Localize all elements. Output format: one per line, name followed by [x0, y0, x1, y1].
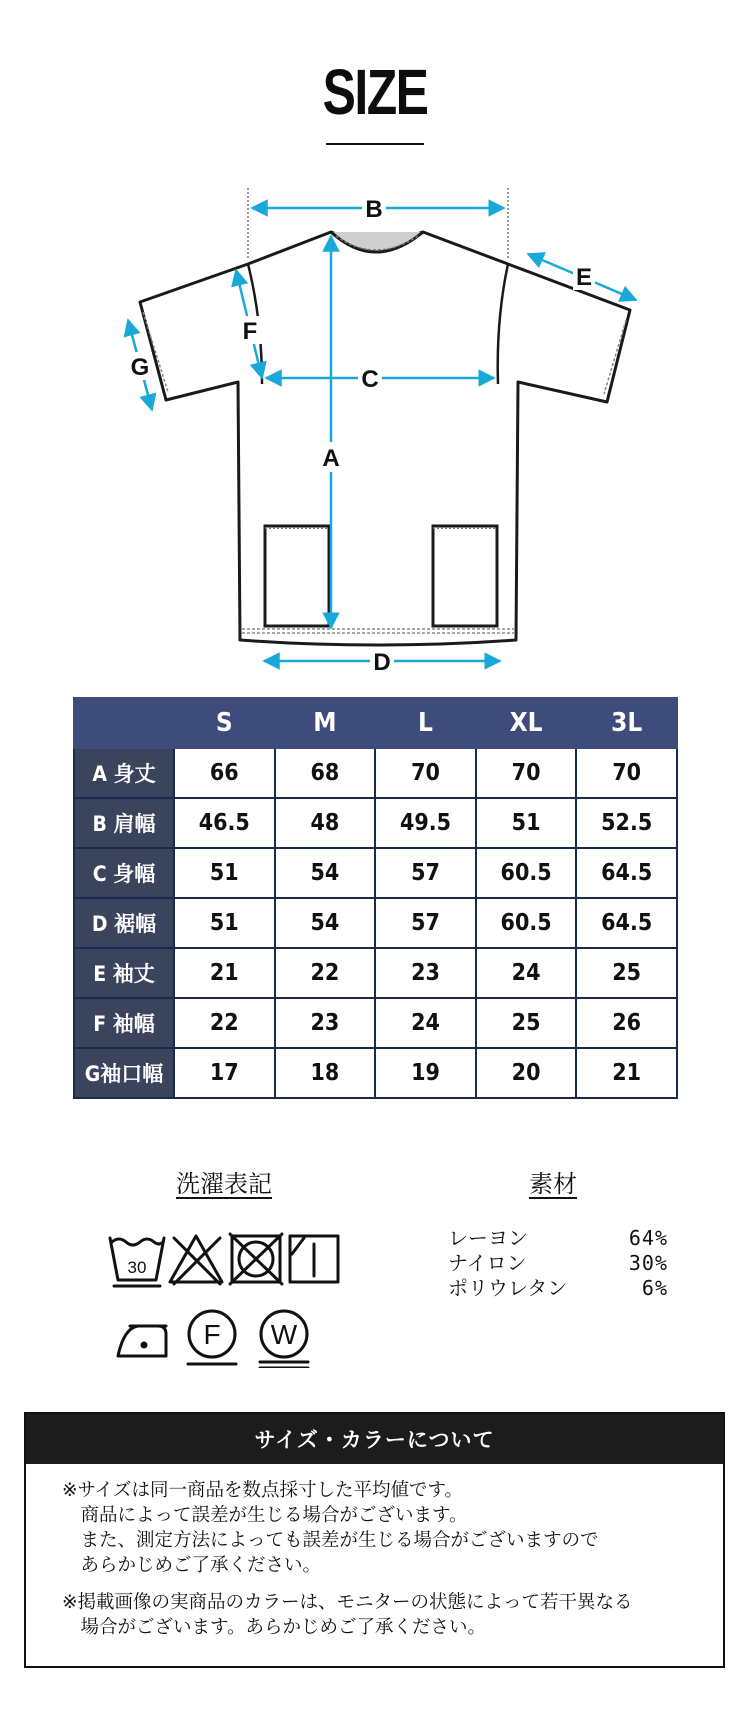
label-g: G: [130, 354, 150, 381]
title-underline: [326, 143, 424, 145]
table-row: [74, 948, 677, 998]
label-a: A: [322, 445, 340, 472]
table-cell: 48: [275, 798, 376, 848]
iron-low-icon: [118, 1326, 166, 1356]
material-name: レーヨン: [448, 1226, 528, 1250]
size-header-xl: XL: [476, 698, 577, 748]
care-symbols: [108, 1228, 368, 1368]
size-header-corner: [74, 698, 174, 748]
wet-clean-w-icon: [260, 1311, 308, 1368]
table-cell: 51: [174, 898, 275, 948]
no-bleach-icon: [170, 1236, 222, 1284]
table-cell: 21: [174, 948, 275, 998]
notice-paragraph: ※掲載画像の実商品のカラーは、モニターの状態によって若干異なる 場合がございます。あらかじめご了承ください。: [62, 1592, 633, 1638]
right-pocket: [433, 526, 497, 626]
size-color-notice: [24, 1412, 725, 1668]
material-percent: 6%: [641, 1276, 668, 1300]
label-c: C: [361, 366, 379, 393]
table-row: [74, 998, 677, 1048]
table-cell: 54: [275, 898, 376, 948]
table-row: [74, 1048, 677, 1098]
row-label: C 身幅: [74, 848, 174, 898]
table-cell: 54: [275, 848, 376, 898]
table-cell: 66: [174, 748, 275, 798]
notice-heading: サイズ・カラーについて: [26, 1414, 723, 1464]
row-label: B 肩幅: [74, 798, 174, 848]
table-cell: 60.5: [476, 848, 577, 898]
list-item: [448, 1276, 668, 1301]
size-header-s: S: [174, 698, 275, 748]
page-title: SIZE: [322, 56, 428, 128]
table-cell: 51: [174, 848, 275, 898]
garment-size-diagram: [0, 180, 750, 680]
table-cell: 24: [476, 948, 577, 998]
size-table: [73, 697, 678, 1099]
table-cell: 57: [375, 848, 476, 898]
table-cell: 22: [174, 998, 275, 1048]
table-row: [74, 848, 677, 898]
material-heading: 素材: [529, 1170, 577, 1198]
row-label: A 身丈: [74, 748, 174, 798]
row-label: D 裾幅: [74, 898, 174, 948]
table-cell: 19: [375, 1048, 476, 1098]
dry-clean-f-icon: [188, 1311, 236, 1364]
material-list: [448, 1226, 668, 1301]
notice-body: [26, 1464, 723, 1640]
table-row: [74, 748, 677, 798]
table-cell: 70: [476, 748, 577, 798]
material-percent: 30%: [628, 1251, 668, 1275]
table-cell: 21: [576, 1048, 677, 1098]
row-label: G袖口幅: [74, 1048, 174, 1098]
list-item: [448, 1251, 668, 1276]
line-dry-icon: [290, 1236, 338, 1282]
size-header-row: [74, 698, 677, 748]
wash-30-icon: [110, 1238, 164, 1286]
table-cell: 18: [275, 1048, 376, 1098]
table-cell: 17: [174, 1048, 275, 1098]
table-cell: 25: [476, 998, 577, 1048]
row-label: E 袖丈: [74, 948, 174, 998]
table-cell: 60.5: [476, 898, 577, 948]
label-e: E: [575, 264, 593, 291]
list-item: [448, 1226, 668, 1251]
table-row: [74, 798, 677, 848]
table-cell: 68: [275, 748, 376, 798]
label-d: D: [373, 649, 391, 676]
table-cell: 25: [576, 948, 677, 998]
notice-paragraph: ※サイズは同一商品を数点採寸した平均値です。 商品によって誤差が生じる場合がございます。 また、測定方法によっても誤差が生じる場合がございますので あらかじめご了承ください。: [62, 1480, 599, 1576]
svg-text:W: W: [270, 1319, 298, 1350]
size-header-m: M: [275, 698, 376, 748]
table-cell: 64.5: [576, 898, 677, 948]
no-tumble-dry-icon: [230, 1234, 282, 1284]
size-header-l: L: [375, 698, 476, 748]
material-percent: 64%: [628, 1226, 668, 1250]
table-cell: 70: [576, 748, 677, 798]
table-cell: 49.5: [375, 798, 476, 848]
table-cell: 20: [476, 1048, 577, 1098]
table-cell: 52.5: [576, 798, 677, 848]
table-cell: 46.5: [174, 798, 275, 848]
label-f: F: [242, 318, 258, 345]
material-name: ポリウレタン: [448, 1276, 568, 1300]
table-cell: 23: [375, 948, 476, 998]
table-cell: 24: [375, 998, 476, 1048]
table-cell: 64.5: [576, 848, 677, 898]
table-cell: 23: [275, 998, 376, 1048]
care-label-heading: 洗濯表記: [176, 1170, 272, 1198]
table-cell: 70: [375, 748, 476, 798]
table-cell: 57: [375, 898, 476, 948]
table-cell: 26: [576, 998, 677, 1048]
svg-text:F: F: [203, 1319, 221, 1350]
material-name: ナイロン: [448, 1251, 527, 1275]
svg-text:30: 30: [127, 1258, 147, 1277]
size-header-3l: 3L: [576, 698, 677, 748]
tshirt-outline: [140, 232, 630, 645]
label-b: B: [365, 196, 383, 223]
row-label: F 袖幅: [74, 998, 174, 1048]
table-cell: 51: [476, 798, 577, 848]
left-pocket: [265, 526, 329, 626]
table-cell: 22: [275, 948, 376, 998]
table-row: [74, 898, 677, 948]
